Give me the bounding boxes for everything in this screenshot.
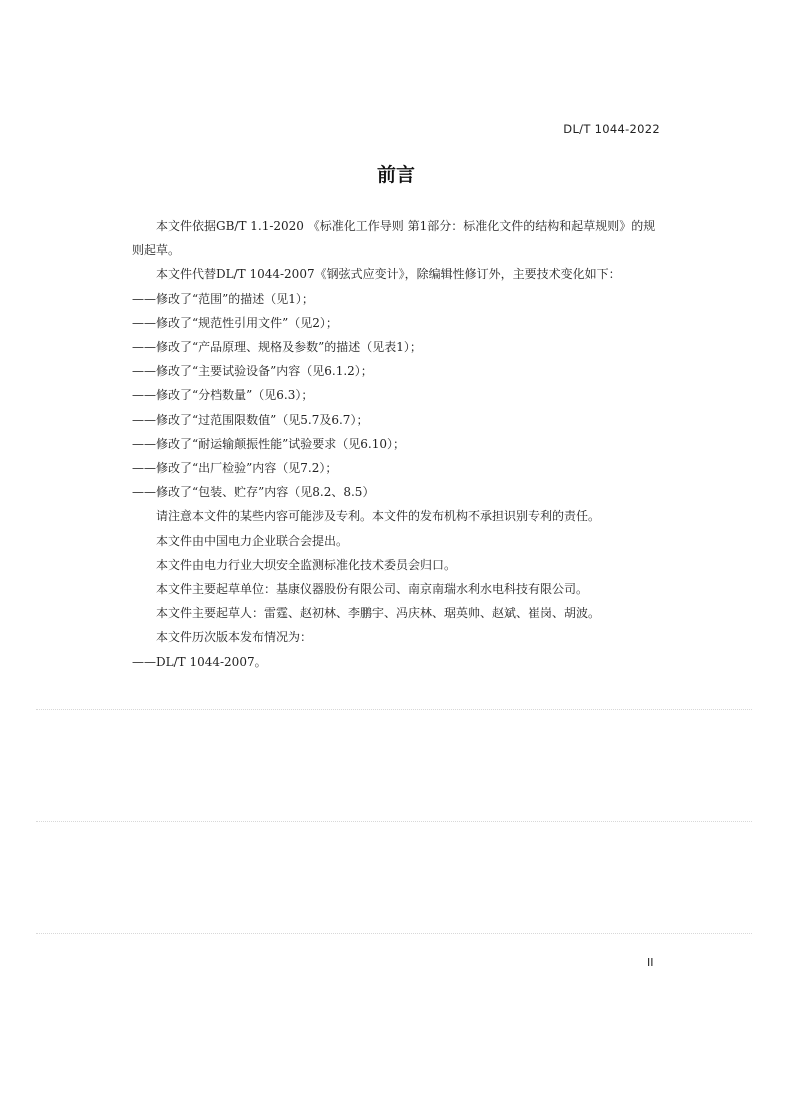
- paragraph-patent: 请注意本文件的某些内容可能涉及专利。本文件的发布机构不承担识别专利的责任。: [156, 509, 601, 524]
- divider-line: [36, 709, 752, 710]
- change-item: ——修改了“过范围限数值”（见5.7及6.7）；: [132, 412, 369, 427]
- paragraph-proposer: 本文件由中国电力企业联合会提出。: [156, 533, 349, 548]
- change-item: ——修改了“出厂检验”内容（见7.2）；: [132, 461, 338, 476]
- document-number: DL/T 1044-2022: [563, 122, 660, 136]
- paragraph-history-intro: 本文件历次版本发布情况为：: [156, 630, 313, 645]
- divider-line: [36, 821, 752, 822]
- change-item: ——修改了“包装、贮存”内容（见8.2、8.5）: [132, 485, 375, 500]
- page-title: 前言: [376, 164, 415, 186]
- change-item: ——修改了“耐运输颠振性能”试验要求（见6.10）；: [132, 436, 405, 451]
- paragraph-committee: 本文件由电力行业大坝安全监测标准化技术委员会归口。: [156, 557, 457, 572]
- change-item: ——修改了“产品原理、规格及参数”的描述（见表1）；: [132, 340, 422, 355]
- paragraph-drafters: 本文件主要起草人：雷霆、赵初林、李鹏宇、冯庆林、琚英帅、赵斌、崔岗、胡波。: [156, 606, 601, 621]
- change-item: ——修改了“主要试验设备”内容（见6.1.2）；: [132, 364, 373, 379]
- paragraph-basis: 本文件依据GB/T 1.1-2020 《标准化工作导则 第1部分：标准化文件的结构和起草规则》的规则起草。: [132, 219, 656, 258]
- paragraph-replaces: 本文件代替DL/T 1044-2007《钢弦式应变计》，除编辑性修订外，主要技术变化如下：: [156, 267, 621, 282]
- change-item: ——修改了“范围”的描述（见1）；: [132, 291, 314, 306]
- page-number: II: [647, 956, 654, 969]
- paragraph-drafting-units: 本文件主要起草单位：基康仪器股份有限公司、南京南瑞水利水电科技有限公司。: [156, 582, 589, 597]
- change-item: ——修改了“规范性引用文件”（见2）；: [132, 315, 338, 330]
- history-item: ——DL/T 1044-2007。: [132, 654, 267, 669]
- preface-body: [132, 214, 662, 674]
- divider-line: [36, 933, 752, 934]
- change-item: ——修改了“分档数量”（见6.3）；: [132, 388, 314, 403]
- change-list: [132, 287, 662, 505]
